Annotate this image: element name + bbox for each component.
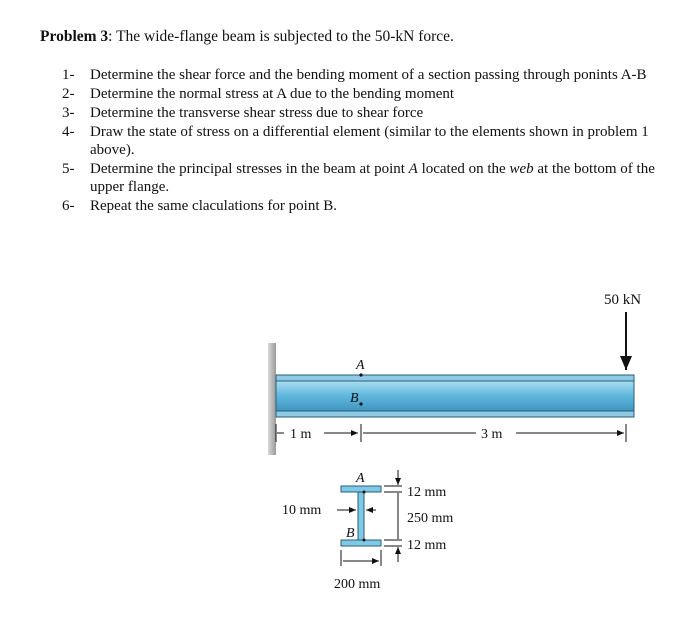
- flange-top-label: 12 mm: [407, 485, 447, 500]
- flange-width-label: 200 mm: [334, 577, 381, 592]
- task-number: 6-: [62, 198, 75, 214]
- task-text-middle: located on the: [417, 161, 510, 177]
- task-point-a: A: [408, 161, 418, 177]
- point-b-marker: [359, 402, 362, 405]
- task-text: Repeat the same claculations for point B.: [90, 198, 338, 214]
- task-text: Determine the normal stress at A due to the bending moment: [90, 86, 455, 102]
- cs-point-b-label: B: [346, 526, 355, 541]
- point-a-label: A: [356, 358, 365, 373]
- dim-right-label: 3 m: [481, 427, 503, 442]
- task-number: 1-: [62, 67, 75, 83]
- web-height-label: 250 mm: [407, 511, 454, 526]
- task-web: web: [509, 161, 534, 177]
- problem-statement: : The wide-flange beam is subjected to the 50-kN force.: [108, 28, 454, 45]
- task-number: 3-: [62, 105, 75, 121]
- force-label: 50 kN: [604, 292, 642, 308]
- task-text: Determine the transverse shear stress due to shear force: [90, 105, 424, 121]
- height-dims: [384, 470, 402, 562]
- task-number: 4-: [62, 124, 75, 140]
- task-text: Determine the shear force and the bending moment of a section passing through ponints A-B: [90, 67, 647, 83]
- task-text-before: Determine the principal stresses in the beam at point: [90, 161, 409, 177]
- beam: [276, 375, 634, 417]
- fixed-wall: [268, 343, 276, 455]
- cs-point-b-marker: [363, 539, 366, 542]
- flange-width-dim: [341, 550, 381, 566]
- dim-left-label: 1 m: [290, 427, 312, 442]
- flange-bottom-label: 12 mm: [407, 538, 447, 553]
- point-b-label: B: [350, 391, 359, 406]
- web-thickness-label: 10 mm: [282, 503, 322, 518]
- task-number: 2-: [62, 86, 75, 102]
- task-text-after: at the bottom of the upper flange.: [90, 161, 655, 195]
- point-a-marker: [359, 373, 362, 376]
- task-text: Draw the state of stress on a differential element (similar to the elements shown in problem 1 above).: [90, 124, 649, 158]
- length-dimension: [276, 424, 626, 442]
- cs-point-a-label: A: [356, 471, 365, 486]
- cs-point-a-marker: [363, 491, 366, 494]
- task-number: 5-: [62, 161, 75, 177]
- problem-label: Problem 3: [40, 28, 109, 45]
